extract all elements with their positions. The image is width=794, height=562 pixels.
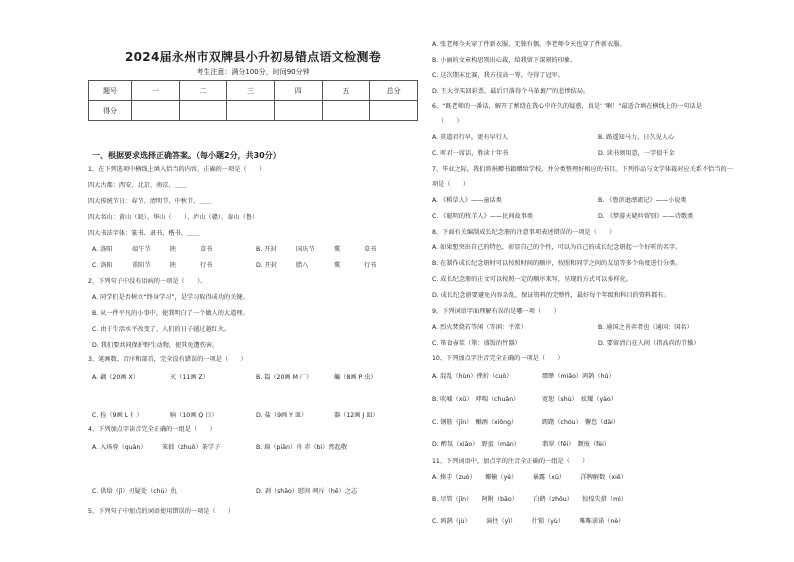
option-a[interactable]: A. 莫道君行早，更有早行人 — [432, 134, 509, 141]
option-b[interactable]: B. 从一件平凡的小事中，使我明白了一个做人的大道理。 — [92, 310, 249, 317]
option-d[interactable]: D. 成长纪念册要避免内容杂乱，保证资料的完整性，最好每个年级和科目的资料都有。 — [432, 292, 670, 299]
option-d[interactable]: D. 醉氛（xiāo） 野蛮（mán） — [432, 441, 520, 448]
score-header-cell: 题号 — [89, 81, 132, 101]
option-c[interactable]: C. 《聪明的牧羊人》——民间故事类 — [432, 213, 534, 220]
option-a[interactable]: A. 如果想突出自己的特色，彰显自己的个性，可以为自己的成长纪念册起一个好听的名字。 — [432, 244, 682, 251]
score-cell[interactable] — [322, 101, 370, 121]
option-text: 草书 — [200, 246, 213, 253]
option-b[interactable]: B. 扁（piān）舟 赤（bì）然起敬 — [256, 444, 348, 451]
option-d[interactable]: D. 王大爷买回彩票，最后只落得个马革裹尸的悲惨结局。 — [432, 88, 590, 95]
question-stem: 1、在下列选项中横线上填入恰当的内容，正确的一项是（ ） — [88, 166, 266, 173]
section-title: 一、根据要求选择正确答案。（每小题2分，共30分） — [92, 151, 281, 160]
option-text: 冀 — [334, 246, 341, 253]
question-line: 四大传统节日：春节、清明节、中秋节、＿＿ — [88, 198, 212, 205]
option-b[interactable]: B. 《鲁滨逊漂流记》——小说类 — [598, 197, 687, 204]
question-stem: 2、下列句子中没有语病的一项是（ ）。 — [88, 278, 207, 285]
option-text: 灭（11画 Z） — [170, 374, 209, 381]
question-stem: 9、下列词语字面理解有误的是哪一项（ ） — [432, 308, 560, 315]
score-table-row — [89, 101, 418, 121]
score-row-label: 得分 — [89, 101, 132, 121]
option-a[interactable]: A. 藕（20画 X） — [92, 374, 139, 381]
question-stem: 6、“既老师的一番话，解开了萦绕在我心中许久的疑惑，真是‘ ’啊！”最适合填在横线上的一句话是 — [432, 103, 702, 110]
score-header-cell: 五 — [322, 81, 370, 101]
question-line: 四大书法字体：篆书、隶书、楷书、＿＿ — [88, 230, 200, 237]
score-header-cell: 一 — [132, 81, 180, 101]
score-cell[interactable] — [370, 101, 418, 121]
score-header-cell: 二 — [179, 81, 227, 101]
option-text: 缥缈（miǎo）鸿鹄（hú） — [542, 373, 615, 380]
question-stem: 11、下列词语中，加点字的注音全正确的一组是（ ） — [432, 458, 589, 465]
score-cell[interactable] — [179, 101, 227, 121]
score-table-header-row — [89, 81, 418, 101]
option-b[interactable]: B. 吹嘘（xū） 哮喘（chuǎn） — [432, 396, 520, 403]
option-b[interactable]: B. 在制作成长纪念册时可以按照时间的顺序，按照和同学之间的友谊等多个角度进行分类。 — [432, 260, 682, 267]
score-cell[interactable] — [274, 101, 322, 121]
question-line: 四大古都：西安、北京、南京、＿＿ — [88, 182, 187, 189]
option-text: 腊八 — [296, 262, 309, 269]
page-title: 2024届永州市双牌县小升初易错点语文检测卷 — [125, 50, 381, 64]
option-text: 国庆节 — [296, 246, 315, 253]
question-stem: 4、下列加点字读音完全正确的一组是（ ） — [88, 426, 216, 433]
exam-notice: 考生注意：满分100分，时间90分钟 — [196, 68, 310, 76]
option-c[interactable]: C. 鸿鹄（jù） 演往（yì） 什锁（yù） 唯唯诺诺（nè） — [432, 518, 625, 525]
score-header-cell: 总分 — [370, 81, 418, 101]
option-text: 踌躇（chóu） 懈怠（dài） — [542, 419, 620, 426]
option-b[interactable]: B. 小丽的文章构思别出心裁，给我留下深刻的印象。 — [432, 57, 577, 64]
option-a[interactable]: A. 入场券（quàn） — [92, 444, 147, 451]
option-text: 陕 — [170, 262, 177, 269]
option-c[interactable]: C. 供给（jǐ）刃疑处（chù）仇 — [92, 488, 177, 495]
option-b[interactable]: B. 路遥知马力，日久见人心 — [598, 134, 675, 141]
option-d[interactable]: D. 要留清白在人间（指高尚的节操） — [598, 340, 700, 347]
option-text: 陕 — [170, 246, 177, 253]
score-cell[interactable] — [227, 101, 275, 121]
option-text: 草书 — [364, 246, 377, 253]
score-header-cell: 三 — [227, 81, 275, 101]
option-d[interactable]: D. 我们要共同保护野生动物，使其免遭伤害。 — [92, 342, 219, 349]
option-d[interactable]: D. 《梦游天姥吟留别》——诗歌类 — [598, 213, 694, 220]
option-b[interactable]: B. 通国之善弈者也（通国：国名） — [598, 324, 693, 331]
question-stem: 3、笔画数、音序和部首，完全没有错误的一项是（ ） — [88, 356, 247, 363]
option-a[interactable]: A. 混乱（hùn）挫折（cuò） — [432, 373, 513, 380]
question-stem: 5、下列句子中加点的词语使用错误的一项是（ ） — [88, 508, 235, 515]
option-a[interactable]: A. 《稻草人》——童话类 — [432, 197, 502, 204]
option-b[interactable]: B. 篇（20画 M 厂） — [256, 374, 313, 381]
option-d[interactable]: D. 剥（shāo）慰问 呵斥（hē）之志 — [256, 488, 358, 495]
option-text: 冀 — [334, 262, 341, 269]
option-a[interactable]: A. 同学们是否树立“终身学习”，是学习取得成功的关键。 — [92, 294, 249, 301]
option-text: 行书 — [200, 262, 213, 269]
score-cell[interactable] — [132, 101, 180, 121]
option-a[interactable]: A. 揍手（zuò） 揶揄（yé） 暴露（xū） 洋脾解数（xiē） — [432, 474, 627, 481]
option-text: 蝙（8画 P 虫） — [334, 374, 377, 381]
score-header-cell: 四 — [274, 81, 322, 101]
option-c[interactable]: C. 箪食壶浆（箪：盛饭的竹器） — [432, 340, 521, 347]
question-stem: 10、下列加点字注音完全正确的一项是（ ） — [432, 355, 564, 362]
option-c[interactable]: C. 听君一席话，胜读十年书 — [432, 150, 509, 157]
option-c[interactable]: C. 钢筋（jīn） 酗酒（xiōng） — [432, 419, 518, 426]
option-c[interactable]: C. 由于生活水平改变了，人们的日子越过越红火。 — [92, 326, 231, 333]
option-text: 端午节 — [132, 246, 151, 253]
option-d[interactable]: D. 读书须用意，一字值千金 — [598, 150, 675, 157]
option-text: 翡翠（fěi） 颓废（fèi） — [542, 441, 610, 448]
question-stem: 7、毕业之际，我们将捐赠书籍赠给学校，并分类整理好相应的书目。下列作品与文学体裁对应关系不恰当的一 — [432, 166, 733, 173]
option-a[interactable]: A. 张老师今天穿了件新衣服，无独有偶，李老师今天也穿了件新衣服。 — [432, 41, 626, 48]
question-stem-cont: （ ） — [438, 118, 463, 125]
option-text: 重阳节 — [132, 262, 151, 269]
option-b[interactable]: B. 开封 — [256, 246, 277, 253]
option-text: 宽恕（shù） 炫耀（yào） — [542, 396, 617, 403]
question-stem: 8、下面有关编制成长纪念册的注意事项表述错误的一项是（ ） — [432, 229, 616, 236]
option-text: 笨拙（zhuō）茶学子 — [162, 444, 221, 451]
score-table — [88, 80, 418, 121]
option-text: 行书 — [364, 262, 377, 269]
option-text: 晌（10画 Q 日） — [170, 412, 218, 419]
option-c[interactable]: C. 成长纪念册的正文可以按照一定的顺序来写，呈现的方式可以多样化。 — [432, 276, 633, 283]
question-stem-cont: 项是（ ） — [432, 181, 470, 188]
option-b[interactable]: B. 尽管（jǐn） 阿附（bāo） 白鹤（zhōu） 惊惶失措（mì） — [432, 496, 628, 503]
option-d[interactable]: D. 开封 — [256, 262, 278, 269]
option-c[interactable]: C. 这次期末比赛，我方技高一筹，夺得了冠军。 — [432, 72, 565, 79]
question-line: 四大名山：黄山（皖）、华山（ ）、庐山（赣）、泰山（鲁） — [88, 214, 259, 221]
option-text: 器（12画 J 皿） — [334, 412, 379, 419]
option-a[interactable]: A. 烈火焚烧若等闲（等闲：平常） — [432, 324, 527, 331]
option-a[interactable]: A. 洛阳 — [92, 246, 113, 253]
option-d[interactable]: D. 盐（9画 Y 皿） — [256, 412, 308, 419]
option-c[interactable]: C. 洛阳 — [92, 262, 113, 269]
option-c[interactable]: C. 拴（9画 L 扌） — [92, 412, 143, 419]
